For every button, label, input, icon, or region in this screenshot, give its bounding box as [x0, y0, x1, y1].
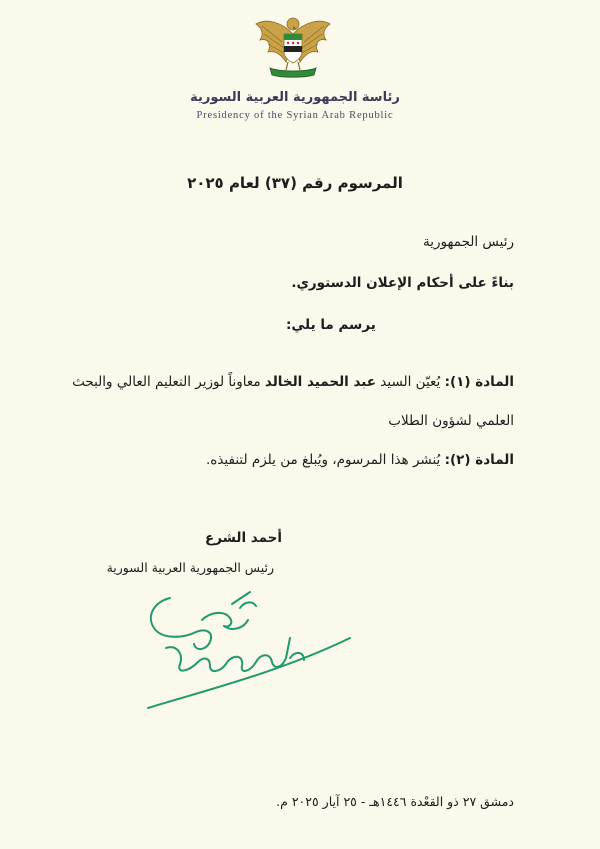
- decree-addressee: رئيس الجمهورية: [423, 234, 514, 250]
- article-2-label: المادة (٢):: [444, 452, 514, 468]
- header-title-arabic: رئاسة الجمهورية العربية السورية: [190, 90, 400, 105]
- article-1-text-before: يُعيّن السيد: [376, 374, 445, 390]
- decree-basis: بناءً على أحكام الإعلان الدستوري.: [291, 275, 514, 291]
- article-2-text: يُنشر هذا المرسوم، ويُبلغ من يلزم لتنفيذه.: [205, 452, 445, 468]
- article-1-continuation: العلمي لشؤون الطلاب: [388, 413, 514, 429]
- decree-title: المرسوم رقم (٣٧) لعام ٢٠٢٥: [187, 174, 403, 192]
- article-1-name: عبد الحميد الخالد: [264, 374, 377, 390]
- article-1: [72, 374, 514, 390]
- article-1-text-after: معاوناً لوزير التعليم العالي والبحث: [72, 374, 265, 390]
- handwritten-signature: [140, 588, 360, 718]
- decree-decrees-heading: يرسم ما يلي:: [286, 317, 376, 333]
- place-and-date: دمشق ٢٧ ذو القعْدة ١٤٤٦هـ - ٢٥ آيار ٢٠٢٥ م.: [276, 794, 514, 809]
- header-title-english: Presidency of the Syrian Arab Republic: [196, 110, 394, 121]
- signatory-name: أحمد الشرع: [205, 530, 282, 546]
- eagle-emblem-icon: [252, 12, 334, 82]
- article-1-label: المادة (١):: [444, 374, 514, 390]
- article-2: [206, 452, 514, 468]
- signatory-title: رئيس الجمهورية العربية السورية: [106, 560, 274, 575]
